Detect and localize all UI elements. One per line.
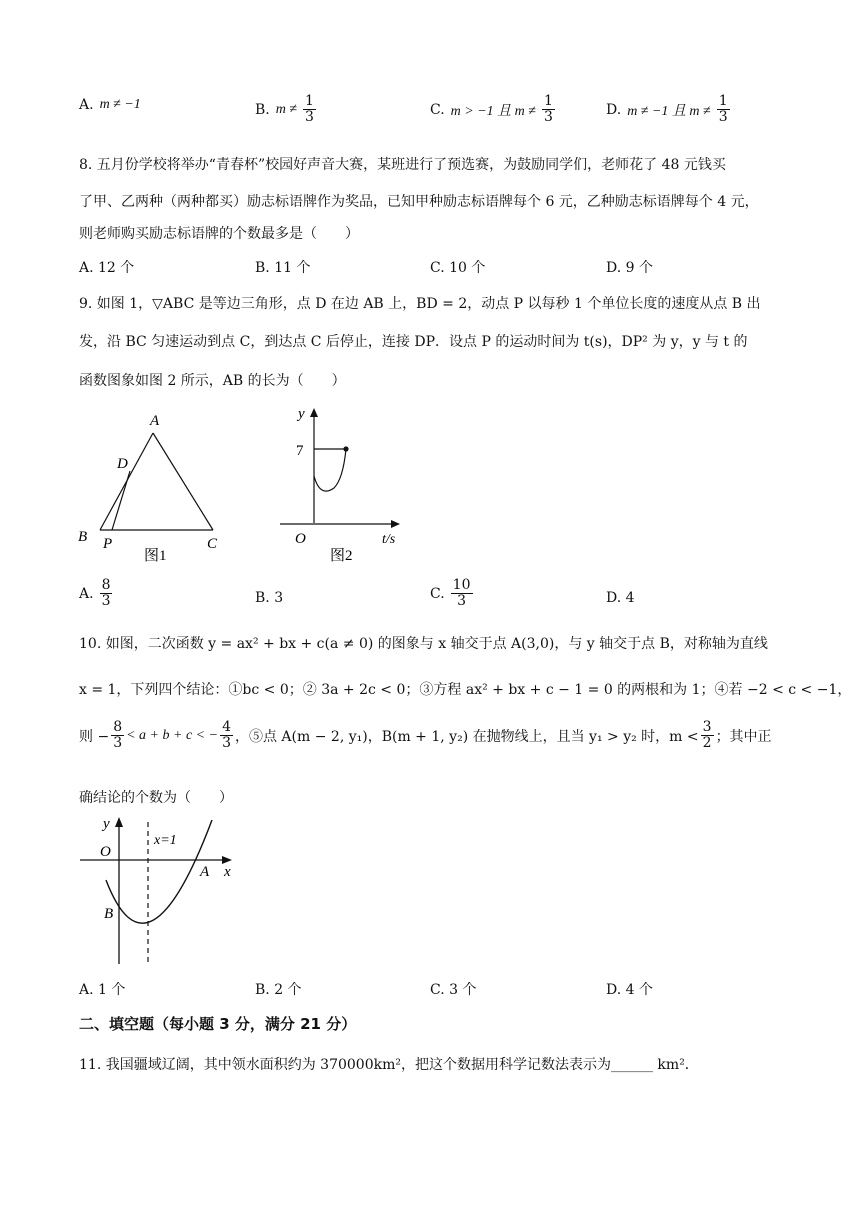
fraction: $\frac{8}{3}$ [101,577,111,610]
fraction: $\frac{1}{3}$ [543,93,553,126]
y-axis-label: y [103,816,110,832]
q11-unit: km²． [652,1057,699,1073]
point-b-label: B [104,906,114,922]
q8-option-a: A. 12 个 [79,260,135,276]
q9-line-1: 9. 如图 1，▽ABC 是等边三角形，点 D 在边 AB 上，BD = 2，动点 P 以每秒 1 个单位长度的速度从点 B 出 [79,296,761,312]
fraction: $\frac{3}{2}$ [702,719,712,752]
fraction: $\frac{10}{3}$ [452,577,471,610]
q10-line-3-pre: 则 − [79,728,110,745]
q8-line-1: 8. 五月份学校将举办“青春杯”校园好声音大赛，某班进行了预选赛，为鼓励同学们，老师花了 48 元钱买 [79,157,726,173]
point-p-label: P [103,536,113,552]
point-c-label: C [207,536,218,552]
point-a-label: A [150,413,160,429]
q9-option-c [430,578,473,610]
q8-option-c: C. 10 个 [430,260,486,276]
q7-option-a [79,97,141,113]
t-axis-label: t/s [382,532,396,547]
option-label: A. [79,585,94,602]
q7-option-d [606,94,730,126]
q10-option-d: D. 4 个 [606,982,653,998]
q9-option-d: D. 4 [606,590,635,606]
option-text: m ≠ −1 [99,97,141,112]
figure-2-caption: 图2 [330,548,353,564]
y-axis-label: y [298,406,305,422]
option-text: m ≠ −1 且 m ≠ [627,103,711,119]
axis-of-symmetry-label: x=1 [154,833,177,848]
point-d-label: D [117,456,128,472]
q10-line-3-post: ，⑤点 A(m − 2, y₁)，B(m + 1, y₂) 在抛物线上，且当 y₁ > y₂ 时，m < [234,728,699,745]
figure-1-caption: 图1 [144,548,167,564]
q11-answer-blank: ______ [610,1057,653,1073]
point-b-label: B [78,529,88,545]
fraction: $\frac{8}{3}$ [113,719,123,752]
q10-line-3-end: ；其中正 [715,728,772,745]
fraction: $\frac{1}{3}$ [305,93,314,126]
q10-line-2: x = 1，下列四个结论：①bc < 0；② 3a + 2c < 0；③方程 ax² + bx + c − 1 = 0 的两根和为 1；④若 −2 < c < −1， [79,682,852,698]
option-label: C. [430,101,445,118]
q10-option-a: A. 1 个 [79,982,126,998]
q11-text: 11. 我国疆域辽阔，其中领水面积约为 370000km²，把这个数据用科学记数法表示为 [79,1057,611,1073]
q10-option-b: B. 2 个 [255,982,302,998]
origin-label: O [100,844,111,860]
option-label: C. [430,585,445,602]
q8-line-2: 了甲、乙两种（两种都买）励志标语牌作为奖品，已知甲种励志标语牌每个 6 元，乙种励志标语牌每个 4 元， [79,194,759,210]
origin-label: O [295,531,306,547]
section-heading: 二、填空题（每小题 3 分，满分 21 分） [79,1015,357,1033]
q9-option-b: B. 3 [255,590,284,606]
q7-option-c [430,94,555,126]
q10-line-3-mid: < a + b + c < − [126,727,219,743]
y-value-label: 7 [296,443,304,459]
q10-line-3 [79,720,772,752]
option-label: B. [255,101,270,118]
x-axis-label: x [224,864,231,880]
option-text: m ≠ [275,101,298,117]
point-a-label: A [200,864,210,880]
q9-option-a [79,578,112,610]
q8-option-d: D. 9 个 [606,260,653,276]
q9-figure-2 [270,403,410,568]
q10-option-c: C. 3 个 [430,982,477,998]
q9-line-2: 发，沿 BC 匀速运动到点 C，到达点 C 后停止，连接 DP．设点 P 的运动时间为 t(s)，DP² 为 y，y 与 t 的 [79,334,748,350]
q9-figure-1 [70,405,230,565]
q10-parabola-graph [78,812,248,972]
q10-line-4: 确结论的个数为（ ） [79,790,233,806]
q8-line-3: 则老师购买励志标语牌的个数最多是（ ） [79,226,359,242]
fraction: $\frac{4}{3}$ [222,719,231,752]
q8-option-b: B. 11 个 [255,260,311,276]
fraction: $\frac{1}{3}$ [718,93,728,126]
option-label: A. [79,97,94,113]
option-label: D. [606,101,622,118]
q10-line-1: 10. 如图，二次函数 y = ax² + bx + c(a ≠ 0) 的图象与 x 轴交于点 A(3,0)，与 y 轴交于点 B，对称轴为直线 [79,636,768,652]
q9-line-3: 函数图象如图 2 所示，AB 的长为（ ） [79,373,346,389]
q11-question [79,1054,699,1074]
q7-option-b [255,94,316,126]
option-text: m > −1 且 m ≠ [450,103,536,119]
